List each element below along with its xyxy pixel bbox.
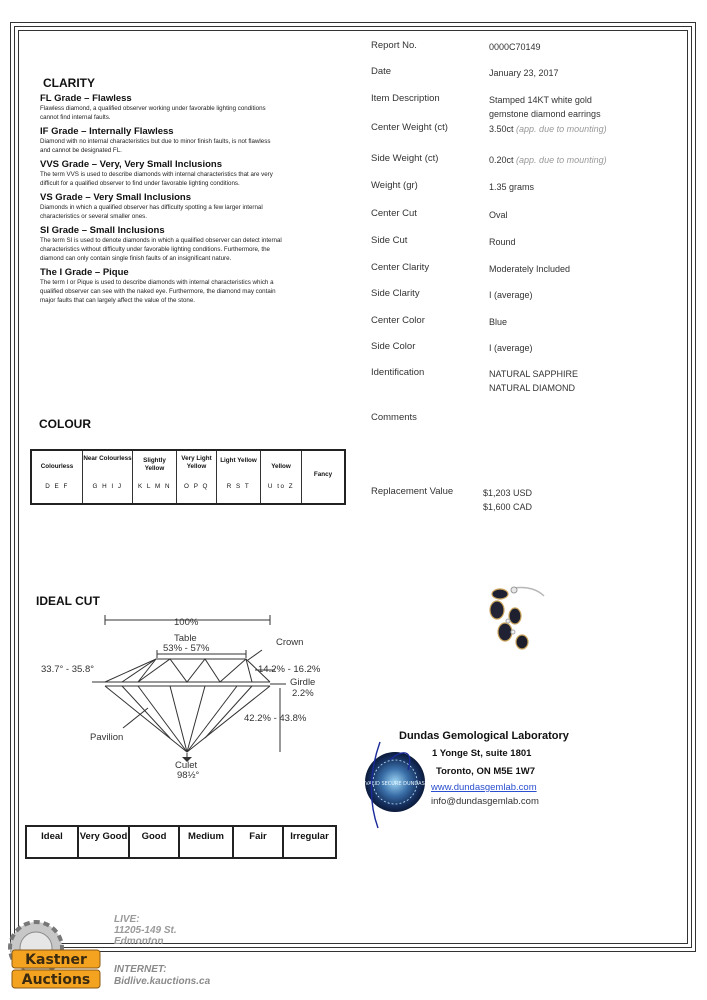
report-value-text: $1,600 CAD <box>483 502 533 512</box>
clarity-grade-name: SI Grade – Small Inclusions <box>40 225 165 236</box>
report-value-text: Blue <box>489 317 508 327</box>
clarity-grade <box>40 93 340 122</box>
clarity-grade-description: The term I or Pique is used to describe diamonds with internal characteristics which a <box>40 279 274 286</box>
report-value <box>489 66 559 80</box>
report-value-text: Round <box>489 237 516 247</box>
clarity-grade-description: characteristics without difficulty under favorable lighting conditions. Furthermore, the <box>40 246 270 253</box>
colour-grade-cell <box>32 451 82 503</box>
clarity-grade <box>40 159 340 188</box>
report-value-text: 1.35 grams <box>489 182 535 192</box>
girdle-value: 2.2% <box>292 688 314 699</box>
earring-stone <box>516 635 528 649</box>
report-label: Center Weight (ct) <box>371 122 448 133</box>
footer-internet <box>114 964 210 988</box>
lab-name: Dundas Gemological Laboratory <box>399 730 569 742</box>
logo-text-bottom: Auctions <box>21 972 91 988</box>
clarity-grade-description: characteristics or several smaller ones. <box>40 213 147 220</box>
colour-grade-cell <box>82 451 132 503</box>
clarity-grade-description: qualified observer can see with the naked eye. Furthermore, the diamond may contain <box>40 288 276 295</box>
hologram-text: VALID SECURE DUNDAS <box>365 781 425 787</box>
report-value-text: Stamped 14KT white gold <box>489 95 592 105</box>
clarity-grade-description: Flawless diamond, a qualified observer working under favorable lighting conditions <box>40 105 266 112</box>
lab-website-link[interactable]: www.dundasgemlab.com <box>431 782 537 793</box>
cut-grade-cell: Medium <box>178 827 232 857</box>
report-label: Side Clarity <box>371 288 420 299</box>
colour-scale-table <box>30 449 346 505</box>
culet-value: 98½° <box>177 770 200 781</box>
report-value-text: I (average) <box>489 290 533 300</box>
clarity-grade-description: The term VVS is used to describe diamonds with internal characteristics that are very <box>40 171 273 178</box>
logo-text-top: Kastner <box>25 952 87 968</box>
earring-stone <box>498 623 512 641</box>
cut-grade-table <box>25 825 337 859</box>
report-value <box>489 122 607 136</box>
colour-grade-letters: K L M N <box>137 483 171 490</box>
cut-grade-cell: Fair <box>232 827 282 857</box>
colour-grade-letters: G H I J <box>92 483 123 490</box>
table-range: 53% - 57% <box>163 643 210 654</box>
lab-address-line1: 1 Yonge St, suite 1801 <box>432 748 532 759</box>
clarity-grade-description: The term SI is used to denote diamonds in which a qualified observer can detect internal <box>40 237 282 244</box>
colour-grade-cell <box>301 451 344 503</box>
report-label: Report No. <box>371 40 417 51</box>
cut-grade-cell: Very Good <box>77 827 128 857</box>
report-value-text: 0.20ct <box>489 155 514 165</box>
cut-grade-cell: Irregular <box>282 827 335 857</box>
clarity-grade-description: diamond can only contain single finish faults of an insignificant nature. <box>40 255 232 262</box>
report-value-text: $1,203 USD <box>483 488 533 498</box>
colour-grade-letters: O P Q <box>184 483 209 490</box>
colour-grade-cell <box>176 451 216 503</box>
report-value-text: gemstone diamond earrings <box>489 109 601 119</box>
earring-side-diamond <box>511 630 515 634</box>
report-value-text: Oval <box>489 210 508 220</box>
culet-label: Culet <box>175 760 198 771</box>
crown-label: Crown <box>276 637 304 648</box>
diamond-crown <box>105 659 270 682</box>
clarity-grade-name: IF Grade – Internally Flawless <box>40 126 174 137</box>
footer-live-label: LIVE: <box>114 914 140 925</box>
cut-grade-cell: Good <box>128 827 178 857</box>
report-value <box>489 262 570 276</box>
clarity-grade-description: Diamond with no internal characteristics but due to minor finish faults, is not flawless <box>40 138 271 145</box>
colour-grade-name: Fancy <box>313 471 333 478</box>
cut-grade-cell: Ideal <box>41 831 63 842</box>
earring-top-stone <box>492 589 508 599</box>
crown-height: 14.2% - 16.2% <box>258 664 321 675</box>
clarity-grade-list <box>40 93 340 305</box>
report-value <box>489 40 541 54</box>
colour-grade-name: Near Colourless <box>83 455 132 462</box>
hologram-seal <box>360 740 430 830</box>
footer-live-address2: Edmonton <box>114 936 164 947</box>
report-label: Side Weight (ct) <box>371 153 439 164</box>
colour-grade-cell <box>132 451 176 503</box>
footer-live-address1: 11205-149 St. <box>114 925 177 936</box>
report-value-text: NATURAL SAPPHIRE <box>489 369 579 379</box>
pavilion-facet <box>122 686 170 738</box>
colour-grade-letters: R S T <box>226 483 251 490</box>
clarity-grade <box>40 192 340 221</box>
report-value <box>483 486 532 514</box>
lab-email: info@dundasgemlab.com <box>431 796 539 807</box>
clarity-grade-name: VVS Grade – Very, Very Small Inclusions <box>40 159 222 170</box>
report-value <box>489 235 516 249</box>
pavilion-facet <box>205 686 252 738</box>
crown-angle: 33.7° - 35.8° <box>41 664 95 675</box>
report-value-text: Moderately Included <box>489 264 571 274</box>
pavilion-depth: 42.2% - 43.8% <box>244 713 307 724</box>
earring-stone <box>490 601 504 619</box>
clarity-grade-name: FL Grade – Flawless <box>40 93 132 104</box>
earrings-photo <box>478 580 550 660</box>
report-value-text: 3.50ct <box>489 124 514 134</box>
earring-side-diamond <box>511 587 517 593</box>
report-value-text: 0000C70149 <box>489 42 541 52</box>
kastner-auctions-logo <box>4 918 104 998</box>
crown-leader <box>248 650 262 660</box>
report-value-note: (app. due to mounting) <box>516 155 607 165</box>
report-label: Date <box>371 66 392 77</box>
table-label: Table <box>174 633 197 644</box>
footer-live <box>114 914 177 947</box>
pavilion-label: Pavilion <box>90 732 124 743</box>
colour-grade-letters: U to Z <box>267 483 295 490</box>
earring-stone <box>509 608 521 624</box>
earring-side-diamond <box>506 619 510 623</box>
report-label: Item Description <box>371 93 440 104</box>
colour-grade-name: Very Light Yellow <box>181 455 212 470</box>
colour-grade-name: Light Yellow <box>220 457 257 464</box>
crown-facet <box>122 659 156 682</box>
report-details <box>365 40 665 520</box>
report-label: Comments <box>371 412 417 423</box>
clarity-grade-name: The I Grade – Pique <box>40 267 129 278</box>
report-label: Center Clarity <box>371 262 430 273</box>
clarity-grade-description: Diamonds in which a qualified observer has difficulty spotting a few larger internal <box>40 204 263 211</box>
clarity-grade-description: cannot find internal faults. <box>40 114 111 121</box>
ideal-cut-heading: IDEAL CUT <box>36 594 100 608</box>
colour-grade-cell <box>216 451 260 503</box>
clarity-heading: CLARITY <box>43 76 95 90</box>
report-value-text: NATURAL DIAMOND <box>489 383 576 393</box>
report-value-note: (app. due to mounting) <box>516 124 607 134</box>
colour-grade-letters: D E F <box>45 483 69 490</box>
report-label: Side Cut <box>371 235 408 246</box>
report-value <box>489 180 534 194</box>
report-label: Identification <box>371 367 425 378</box>
colour-heading: COLOUR <box>39 417 91 431</box>
pavilion-facet <box>187 686 237 752</box>
clarity-grade-name: VS Grade – Very Small Inclusions <box>40 192 192 203</box>
pavilion-facet <box>187 686 205 752</box>
clarity-grade <box>40 126 340 155</box>
report-value <box>489 315 507 329</box>
report-value <box>489 341 533 355</box>
report-value-text: I (average) <box>489 343 533 353</box>
report-label: Replacement Value <box>371 486 454 497</box>
lab-address-line2: Toronto, ON M5E 1W7 <box>436 766 536 777</box>
colour-grade-name: Yellow <box>271 463 291 470</box>
report-label: Center Color <box>371 315 425 326</box>
report-value <box>489 153 607 167</box>
colour-grade-name: Colourless <box>40 463 74 470</box>
footer-internet-url[interactable]: Bidlive.kauctions.ca <box>114 976 211 987</box>
report-value <box>489 288 533 302</box>
report-label: Center Cut <box>371 208 417 219</box>
report-label: Side Color <box>371 341 416 352</box>
earring-post <box>514 587 544 596</box>
report-value <box>489 93 601 121</box>
clarity-grade <box>40 225 340 263</box>
girdle-label: Girdle <box>290 677 316 688</box>
report-label: Weight (gr) <box>371 180 418 191</box>
colour-grade-name: Slightly Yellow <box>143 457 166 472</box>
clarity-grade <box>40 267 340 305</box>
clarity-grade-description: difficult for a qualified observer to find under favorable lighting conditions. <box>40 180 240 187</box>
report-value <box>489 208 508 222</box>
report-value-text: January 23, 2017 <box>489 68 559 78</box>
clarity-grade-description: and cannot be designated FL. <box>40 147 122 154</box>
pavilion-facet <box>170 686 187 752</box>
colour-grade-cell <box>260 451 301 503</box>
crown-facets <box>138 659 246 682</box>
clarity-grade-description: major faults that can largely affect the value of the stone. <box>40 297 196 304</box>
footer-internet-label: INTERNET: <box>114 964 167 975</box>
width-label: 100% <box>174 617 199 628</box>
report-value <box>489 367 578 395</box>
